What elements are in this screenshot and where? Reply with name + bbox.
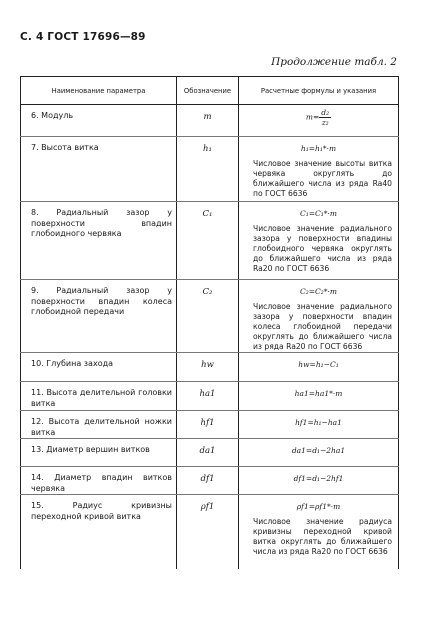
table-row [21, 202, 399, 280]
formula-lhs: m= [305, 112, 320, 122]
parameter-symbol: da1 [177, 439, 239, 467]
parameter-note: Числовое значение радиуса кривизны переходной кривой витка округлять до ближайшего числа из ряда Ra20 по ГОСТ 6636 [253, 517, 392, 556]
parameter-name: 6. Модуль [21, 105, 177, 137]
table-row [21, 382, 399, 411]
fraction-numerator: d₂ [321, 108, 330, 117]
parameter-name: 14. Диаметр впадин витков червяка [21, 467, 177, 495]
table-row [21, 467, 399, 495]
parameter-formula: df1=d₁−2hf1 [239, 467, 399, 495]
parameter-formula: ρf1=ρf1*·m [296, 502, 341, 511]
parameter-name: 12. Высота делительной ножки витка [21, 411, 177, 439]
parameter-formula [239, 105, 399, 137]
parameter-symbol: h₁ [177, 137, 239, 202]
parameter-symbol: C₂ [177, 280, 239, 353]
parameter-formula-cell [239, 137, 399, 202]
parameter-name: 10. Глубина захода [21, 353, 177, 382]
formula-fraction [319, 108, 331, 127]
column-header-symbol: Обозначение [177, 77, 239, 105]
page-header: С. 4 ГОСТ 17696—89 [20, 31, 146, 43]
parameter-name: 15. Радиус кривизны переходной кривой витка [21, 495, 177, 569]
parameter-symbol: C₁ [177, 202, 239, 280]
parameter-note: Числовое значение высоты витка червяка округлять до ближайшего числа из ряда Ra40 по ГОСТ 6636 [253, 159, 392, 198]
column-header-formula: Расчетные формулы и указания [239, 77, 399, 105]
column-header-name: Наименование параметра [21, 77, 177, 105]
parameter-formula-cell [239, 280, 399, 353]
parameter-formula: h₁=h₁*·m [300, 144, 337, 153]
parameter-symbol: ha1 [177, 382, 239, 411]
table-header-row [21, 77, 399, 105]
parameter-name: 7. Высота витка [21, 137, 177, 202]
parameter-name: 9. Радиальный зазор у поверхности впадин колеса глобоидной передачи [21, 280, 177, 353]
table-row [21, 105, 399, 137]
parameters-table [20, 76, 399, 569]
fraction-denominator: z₂ [321, 118, 329, 127]
parameter-formula: hf1=h₁−ha1 [239, 411, 399, 439]
table-row [21, 280, 399, 353]
table-continuation-caption: Продолжение табл. 2 [271, 56, 397, 68]
table-row [21, 439, 399, 467]
parameter-symbol: hf1 [177, 411, 239, 439]
table-row [21, 495, 399, 569]
parameter-formula-cell [239, 202, 399, 280]
parameter-note: Числовое значение радиального зазора у поверхности впадины глобоидного червяка округлять до ближайшего числа из ряда Ra20 по ГОСТ 6636 [253, 224, 392, 273]
parameter-name: 11. Высота делительной головки витка [21, 382, 177, 411]
parameter-symbol: ρf1 [177, 495, 239, 569]
table-row [21, 411, 399, 439]
parameter-formula: hw=h₁−C₁ [239, 353, 399, 382]
parameter-name: 8. Радиальный зазор у поверхности впадин глобоидного червяка [21, 202, 177, 280]
parameter-symbol: m [177, 105, 239, 137]
parameter-formula: C₂=C₂*·m [299, 287, 338, 296]
parameter-formula: C₁=C₁*·m [299, 209, 338, 218]
table-row [21, 353, 399, 382]
parameter-symbol: hw [177, 353, 239, 382]
parameter-formula: da1=d₁−2ha1 [239, 439, 399, 467]
parameter-symbol: df1 [177, 467, 239, 495]
table-row [21, 137, 399, 202]
parameter-name: 13. Диаметр вершин витков [21, 439, 177, 467]
parameter-formula-cell [239, 495, 399, 569]
parameter-note: Числовое значение радиального зазора у поверхности впадин колеса глобоидной передачи округлять до ближайшего числа из ряда Ra20 по ГОСТ 6636 [253, 302, 392, 351]
parameter-formula: ha1=ha1*·m [239, 382, 399, 411]
